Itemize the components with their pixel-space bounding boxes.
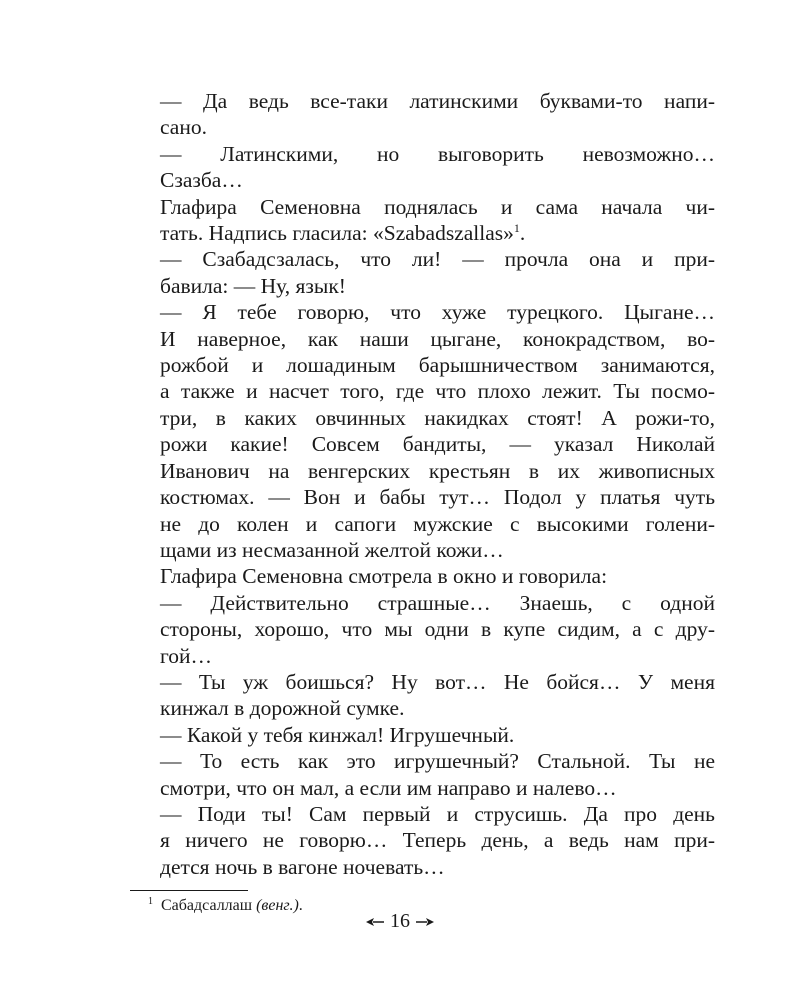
paragraph-2 bbox=[130, 141, 715, 194]
text-line: — Ты уж боишься? Ну вот… Не бойся… У меня bbox=[160, 669, 715, 694]
text-line: — Поди ты! Сам первый и струсишь. Да про день bbox=[160, 801, 715, 826]
text-line: не до колен и сапоги мужские с высокими голени- bbox=[160, 511, 715, 536]
paragraph-5 bbox=[130, 299, 715, 563]
paragraph-1 bbox=[130, 88, 715, 141]
ornament-right-icon bbox=[416, 917, 434, 927]
text-line: — Я тебе говорю, что хуже турецкого. Цыгане… bbox=[160, 300, 715, 325]
text-line: — Да ведь все-таки латинскими буквами-то напи- bbox=[160, 89, 715, 113]
text-line: — Какой у тебя кинжал! Игрушечный. bbox=[160, 722, 515, 747]
paragraph-8 bbox=[130, 669, 715, 722]
text-line: гой… bbox=[160, 643, 213, 668]
paragraph-4 bbox=[130, 246, 715, 299]
text-line: рожи какие! Совсем бандиты, — указал Николай bbox=[160, 432, 715, 457]
text-line: — То есть как это игрушечный? Стальной. Ты не bbox=[160, 749, 715, 774]
text-line: щами из несмазанной желтой кожи… bbox=[160, 537, 504, 562]
text-line: кинжал в дорожной сумке. bbox=[160, 696, 405, 721]
footnote-divider bbox=[130, 890, 248, 891]
page-number-value: 16 bbox=[390, 910, 410, 932]
text-line: смотри, что он мал, а если им направо и налево… bbox=[160, 775, 617, 800]
text-line: Иванович на венгерских крестьян в их живописных bbox=[160, 458, 715, 483]
text-line: тать. Надпись гласила: «Szabadszallas»$^1$. bbox=[160, 220, 526, 246]
book-page bbox=[130, 88, 715, 915]
text-line: бавила: — Ну, язык! bbox=[160, 273, 346, 298]
text-line: сано. bbox=[160, 115, 207, 140]
paragraph-9 bbox=[130, 722, 715, 748]
paragraph-7 bbox=[130, 590, 715, 669]
text-line: дется ночь в вагоне ночевать… bbox=[160, 854, 445, 879]
text-line: Сзазба… bbox=[160, 168, 243, 193]
text-line: костюмах. — Вон и бабы тут… Подол у платья чуть bbox=[160, 485, 715, 510]
text-line: я ничего не говорю… Теперь день, а ведь нам при- bbox=[160, 828, 715, 853]
paragraph-10 bbox=[130, 748, 715, 801]
ornament-left-icon bbox=[366, 917, 384, 927]
footnote-language: (венг.) bbox=[256, 897, 299, 915]
footnote-number: 1 bbox=[148, 895, 153, 907]
paragraph-11 bbox=[130, 801, 715, 880]
text-line: — Действительно страшные… Знаешь, с одной bbox=[160, 590, 715, 615]
text-line: а также и насчет того, где что плохо лежит. Ты посмо- bbox=[160, 379, 715, 404]
text-line: Глафира Семеновна смотрела в окно и говорила: bbox=[160, 564, 608, 589]
paragraph-6 bbox=[130, 563, 715, 589]
text-line-content: тать. Надпись гласила: «Szabadszallas» bbox=[160, 221, 514, 246]
text-line: рожбой и лошадиным барышничеством занимаются, bbox=[160, 353, 715, 378]
text-line: И наверное, как наши цыгане, конокрадством, во- bbox=[160, 326, 715, 351]
footnote-text: Сабадсаллаш bbox=[161, 897, 253, 915]
text-line: Глафира Семеновна поднялась и сама начала чи- bbox=[160, 194, 715, 219]
body-text bbox=[130, 88, 715, 880]
text-line: — Сзабадсзалась, что ли! — прочла она и при- bbox=[160, 247, 715, 272]
footnote-marker: 1 bbox=[513, 220, 520, 235]
text-line: — Латинскими, но выговорить невозможно… bbox=[160, 141, 715, 166]
page-number bbox=[0, 910, 800, 933]
text-line: три, в каких овчинных накидках стоят! А рожи-то, bbox=[160, 405, 715, 430]
text-line: стороны, хорошо, что мы одни в купе сидим, а с дру- bbox=[160, 617, 715, 642]
paragraph-3 bbox=[130, 194, 715, 247]
footnote-end: . bbox=[298, 897, 303, 915]
